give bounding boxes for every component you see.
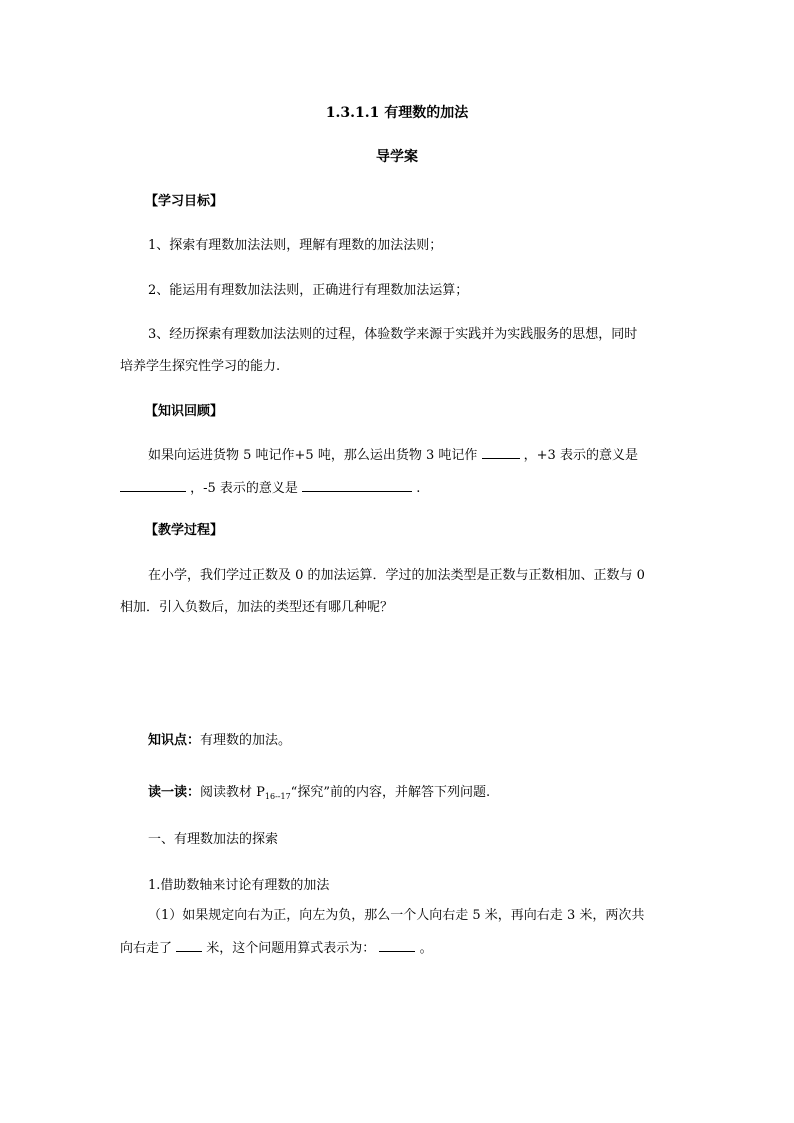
reading-page-range: 16--17 [264,792,291,801]
doc-subtitle: 导学案 [376,149,418,165]
answer-blank-3[interactable] [302,479,412,492]
knowledge-label: 知识点： [148,733,201,748]
process-line2: 相加．引入负数后，加法的类型还有哪几种呢？ [120,600,394,615]
review-line1 [148,446,638,466]
question-1-line2 [120,939,433,959]
answer-blank-1[interactable] [482,446,520,459]
reading-line [148,783,490,807]
answer-blank-4[interactable] [176,939,202,952]
question-1-text-a: 向右走了 [120,941,173,956]
review-text-c: ，-5 表示的意义是 [190,481,298,496]
review-line2 [120,479,420,499]
section-1-heading: 一、有理数加法的探索 [148,832,279,847]
knowledge-point [148,731,291,751]
reading-label: 读一读： [148,785,201,800]
item-1-heading: 1.借助数轴来讨论有理数的加法 [148,878,330,893]
question-1-text-b: 米，这个问题用算式表示为： [206,941,376,956]
review-heading: 【知识回顾】 [145,404,224,419]
answer-blank-5[interactable] [379,939,415,952]
process-line1: 在小学，我们学过正数及 0 的加法运算．学过的加法类型是正数与正数相加、正数与 0 [148,568,645,583]
review-text-end: . [416,481,421,496]
review-text-b: ，+3 表示的意义是 [523,448,638,463]
objective-2: 2、能运用有理数加法法则，正确进行有理数加法运算； [148,283,469,298]
doc-title: 1.3.1.1 有理数的加法 [325,105,469,121]
objective-1: 1、探索有理数加法法则，理解有理数的加法法则； [148,238,443,253]
process-heading: 【教学过程】 [145,523,224,538]
reading-text-b: “探究”前的内容，并解答下列问题. [290,785,491,800]
review-text-a: 如果向运进货物 5 吨记作+5 吨，那么运出货物 3 吨记作 [148,448,478,463]
question-1-line1: （1）如果规定向右为正，向左为负，那么一个人向右走 5 米，再向右走 3 米，两次共 [148,908,645,923]
answer-blank-2[interactable] [120,479,186,492]
reading-text-a: 阅读教材 P [200,785,265,800]
knowledge-text: 有理数的加法。 [200,733,292,748]
objective-3-line1: 3、经历探索有理数加法法则的过程，体验数学来源于实践并为实践服务的思想，同时 [148,327,638,342]
objective-3-line2: 培养学生探究性学习的能力. [120,359,281,374]
question-1-text-end: 。 [419,941,433,956]
objectives-heading: 【学习目标】 [145,194,224,209]
